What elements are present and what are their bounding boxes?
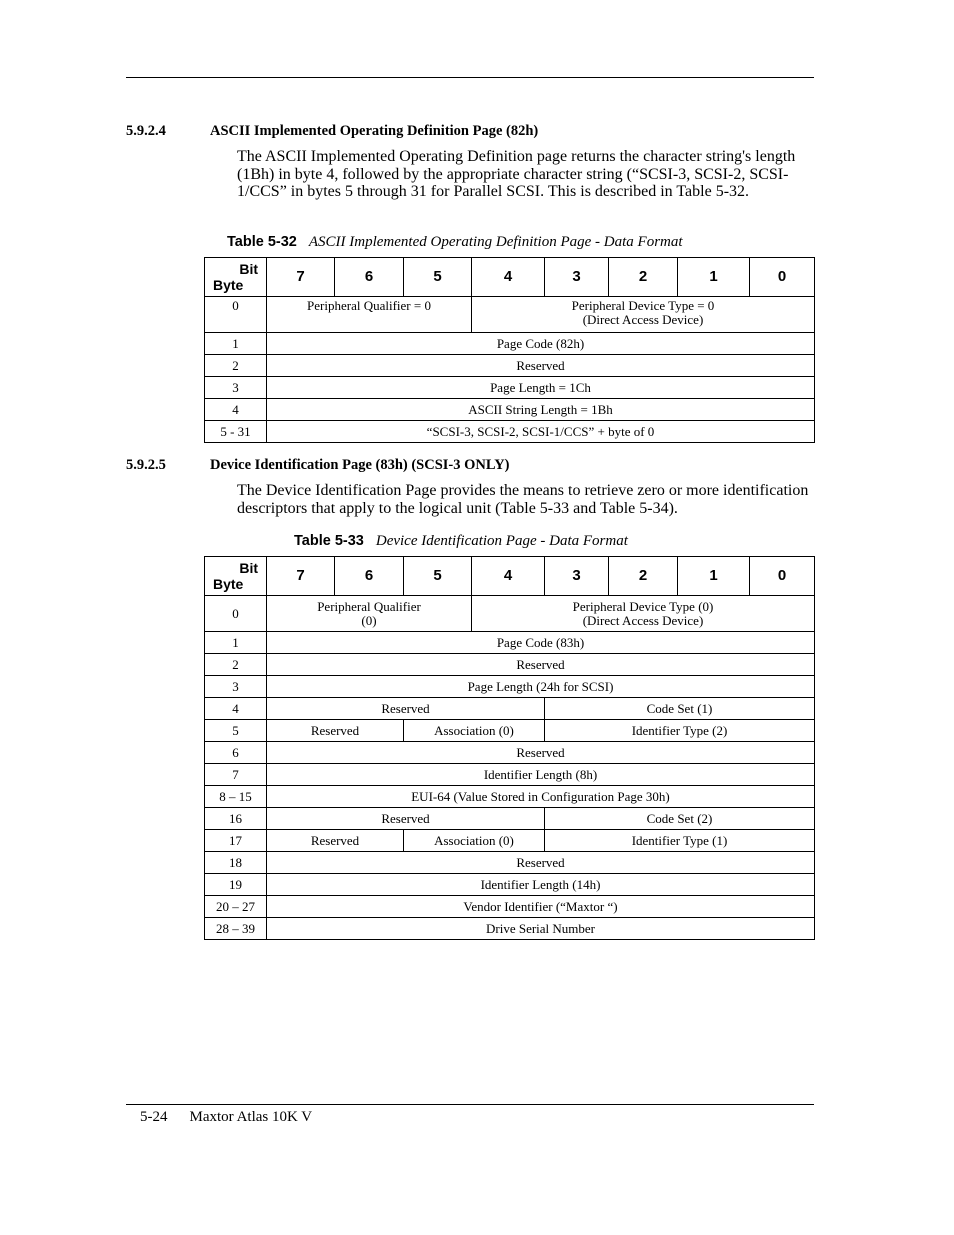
- field-cell: Drive Serial Number: [267, 918, 815, 940]
- bit-0-header: 0: [750, 557, 815, 596]
- byte-cell: 19: [205, 874, 267, 896]
- bit-2-header: 2: [609, 557, 678, 596]
- table-row: [205, 297, 815, 333]
- field-cell: Page Length (24h for SCSI): [267, 676, 815, 698]
- byte-cell: 1: [205, 333, 267, 355]
- table-row: [205, 596, 815, 632]
- table-row: [205, 918, 815, 940]
- field-cell: Reserved: [267, 698, 545, 720]
- bit-6-header: 6: [335, 258, 404, 297]
- field-cell: Vendor Identifier (“Maxtor “): [267, 896, 815, 918]
- byte-cell: 0: [205, 596, 267, 632]
- field-cell: ASCII String Length = 1Bh: [267, 399, 815, 421]
- table-row: [205, 720, 815, 742]
- bit-3-header: 3: [545, 557, 609, 596]
- page-number: 5-24: [140, 1109, 168, 1125]
- table-header-row: [205, 557, 815, 596]
- table-row: [205, 764, 815, 786]
- bit-7-header: 7: [267, 258, 335, 297]
- field-cell: Identifier Length (8h): [267, 764, 815, 786]
- field-cell: “SCSI-3, SCSI-2, SCSI-1/CCS” + byte of 0: [267, 421, 815, 443]
- byte-cell: 6: [205, 742, 267, 764]
- product-name: Maxtor Atlas 10K V: [189, 1109, 313, 1125]
- table-row: [205, 676, 815, 698]
- table-5-33: [204, 556, 815, 940]
- table-row: [205, 421, 815, 443]
- table-header-row: [205, 258, 815, 297]
- bit-4-header: 4: [472, 557, 545, 596]
- table-title: Device Identification Page - Data Format: [375, 533, 628, 549]
- bit-7-header: 7: [267, 557, 335, 596]
- byte-cell: 0: [205, 297, 267, 333]
- field-cell: Reserved: [267, 830, 404, 852]
- table-row: [205, 333, 815, 355]
- field-cell: Reserved: [267, 852, 815, 874]
- field-cell: Association (0): [404, 830, 545, 852]
- field-cell: Reserved: [267, 720, 404, 742]
- table-row: [205, 377, 815, 399]
- field-cell: Reserved: [267, 742, 815, 764]
- field-cell: Code Set (2): [545, 808, 815, 830]
- byte-cell: 2: [205, 654, 267, 676]
- field-cell: Page Length = 1Ch: [267, 377, 815, 399]
- bit-1-header: 1: [678, 557, 750, 596]
- bit-1-header: 1: [678, 258, 750, 297]
- table-row: [205, 786, 815, 808]
- section-title: Device Identification Page (83h) (SCSI-3 ONLY): [210, 457, 510, 473]
- byte-cell: 4: [205, 698, 267, 720]
- bit-0-header: 0: [750, 258, 815, 297]
- table-row: [205, 852, 815, 874]
- byte-cell: 20 – 27: [205, 896, 267, 918]
- table-row: [205, 874, 815, 896]
- top-rule: [126, 77, 814, 78]
- field-cell: Code Set (1): [545, 698, 815, 720]
- table-row: [205, 632, 815, 654]
- table-row: [205, 896, 815, 918]
- field-cell: Peripheral Qualifier (0): [267, 596, 472, 632]
- byte-cell: 5 - 31: [205, 421, 267, 443]
- bit-5-header: 5: [404, 557, 472, 596]
- table-row: [205, 808, 815, 830]
- field-cell: Peripheral Device Type = 0 (Direct Access Device): [472, 297, 815, 333]
- bit-byte-header: Bit Byte: [205, 557, 267, 596]
- section-title: ASCII Implemented Operating Definition Page (82h): [210, 123, 539, 139]
- byte-cell: 1: [205, 632, 267, 654]
- byte-cell: 28 – 39: [205, 918, 267, 940]
- table-row: [205, 399, 815, 421]
- field-cell: Page Code (83h): [267, 632, 815, 654]
- bit-4-header: 4: [472, 258, 545, 297]
- byte-cell: 7: [205, 764, 267, 786]
- field-cell: Identifier Length (14h): [267, 874, 815, 896]
- page-footer: [140, 1109, 312, 1126]
- byte-cell: 16: [205, 808, 267, 830]
- field-cell: Peripheral Qualifier = 0: [267, 297, 472, 333]
- byte-cell: 8 – 15: [205, 786, 267, 808]
- section-heading-5-9-2-5: [126, 457, 510, 474]
- field-cell: Reserved: [267, 654, 815, 676]
- field-cell: Reserved: [267, 808, 545, 830]
- table-5-32-caption: [227, 234, 683, 251]
- table-row: [205, 698, 815, 720]
- field-cell: Identifier Type (1): [545, 830, 815, 852]
- field-cell: Identifier Type (2): [545, 720, 815, 742]
- table-label: Table 5-32: [227, 234, 297, 250]
- byte-cell: 18: [205, 852, 267, 874]
- byte-cell: 3: [205, 377, 267, 399]
- bit-5-header: 5: [404, 258, 472, 297]
- field-cell: Page Code (82h): [267, 333, 815, 355]
- byte-cell: 5: [205, 720, 267, 742]
- byte-cell: 2: [205, 355, 267, 377]
- section-body-paragraph: The ASCII Implemented Operating Definition page returns the character string's length (1Bh) in byte 4, followed by the appropriate character string (“SCSI-3, SCSI-2, SCSI-1/CCS” in bytes 5 through 31 for Parallel SCSI. This is described in Table 5-32.: [237, 148, 796, 200]
- table-label: Table 5-33: [294, 533, 364, 549]
- table-5-33-caption: [294, 533, 628, 550]
- byte-cell: 3: [205, 676, 267, 698]
- section-body-paragraph: The Device Identification Page provides the means to retrieve zero or more identification descriptors that apply to the logical unit (Table 5-33 and Table 5-34).: [237, 482, 809, 517]
- table-row: [205, 355, 815, 377]
- section-heading-5-9-2-4: [126, 123, 538, 140]
- field-cell: Peripheral Device Type (0) (Direct Access Device): [472, 596, 815, 632]
- field-cell: Association (0): [404, 720, 545, 742]
- table-row: [205, 830, 815, 852]
- field-cell: EUI-64 (Value Stored in Configuration Page 30h): [267, 786, 815, 808]
- table-row: [205, 654, 815, 676]
- field-cell: Reserved: [267, 355, 815, 377]
- bit-2-header: 2: [609, 258, 678, 297]
- byte-cell: 4: [205, 399, 267, 421]
- table-row: [205, 742, 815, 764]
- section-number: 5.9.2.5: [126, 457, 166, 473]
- footer-rule: [126, 1104, 814, 1105]
- table-title: ASCII Implemented Operating Definition Page - Data Format: [308, 234, 683, 250]
- table-5-32: [204, 257, 815, 443]
- section-number: 5.9.2.4: [126, 123, 166, 139]
- byte-cell: 17: [205, 830, 267, 852]
- bit-6-header: 6: [335, 557, 404, 596]
- bit-3-header: 3: [545, 258, 609, 297]
- bit-byte-header: Bit Byte: [205, 258, 267, 297]
